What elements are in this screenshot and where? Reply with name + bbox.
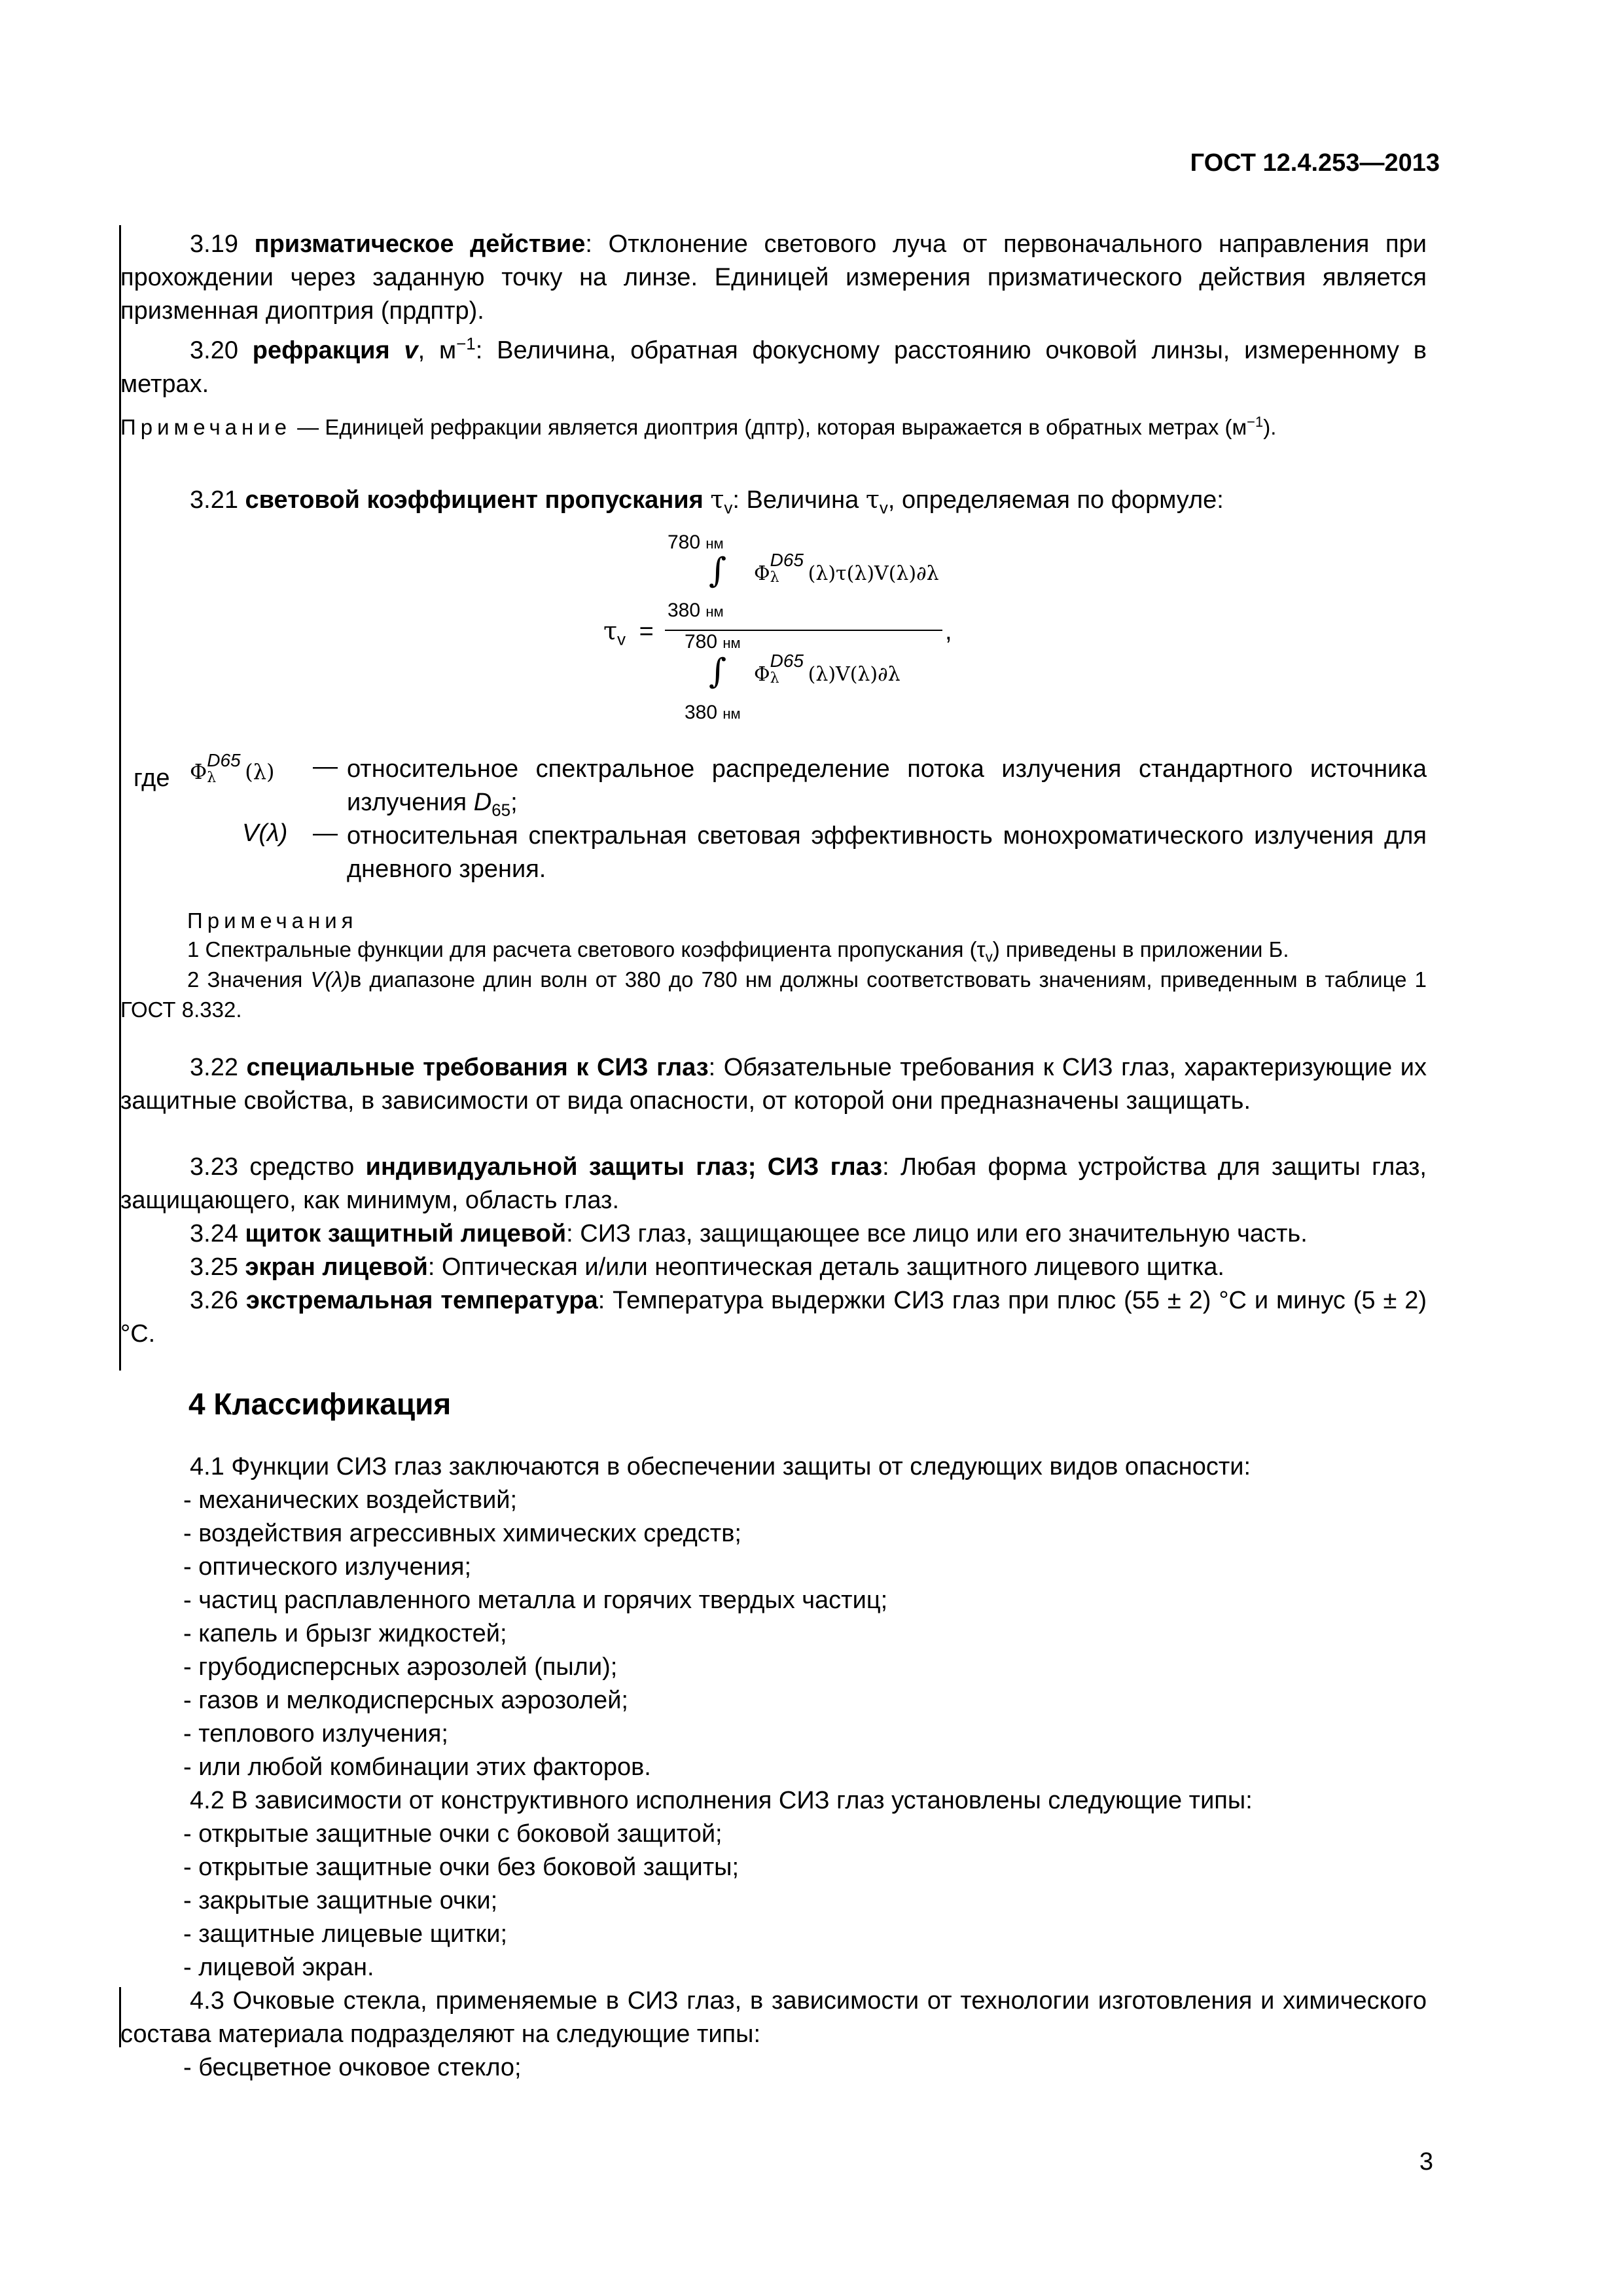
list-item: - капель и брызг жидкостей;: [183, 1620, 507, 1647]
document-header: ГОСТ 12.4.253—2013: [1190, 149, 1440, 177]
unit: , м: [418, 336, 457, 365]
clause-4-2: 4.2 В зависимости от конструктивного исполнения СИЗ глаз установлены следующие типы:: [190, 1787, 1253, 1814]
note-text: — Единицей рефракции является диоптрия (дптр), которая выражается в обратных метрах (м: [291, 415, 1247, 439]
subscript: v: [985, 948, 993, 965]
term: световой коэффициент пропускания: [245, 486, 704, 514]
term: индивидуальной защиты глаз; СИЗ глаз: [365, 1153, 883, 1181]
illuminant-symbol: D: [473, 789, 492, 816]
clause-3-22: [120, 1051, 1427, 1118]
v-lambda-symbol: [242, 819, 287, 848]
clause-3-21: [120, 483, 1427, 525]
clause-3-20: [120, 327, 1427, 401]
formula-comma: ,: [945, 618, 952, 645]
term: рефракция: [252, 336, 390, 365]
list-item: - грубодисперсных аэрозолей (пыли);: [183, 1653, 618, 1681]
term: призматическое действие: [254, 230, 586, 258]
limit-value: 380: [685, 702, 718, 723]
limit-value: 780: [668, 531, 701, 553]
integral-icon: ∫: [709, 551, 727, 590]
term: щиток защитный лицевой: [245, 1220, 567, 1247]
notes-3-21: [187, 906, 1427, 936]
list-item: - частиц расплавленного металла и горячих твердых частиц;: [183, 1587, 888, 1614]
list-item: - защитные лицевые щитки;: [183, 1920, 508, 1948]
exponent: −1: [1247, 414, 1264, 430]
subscript: v: [617, 629, 626, 649]
list-item: - бесцветное очковое стекло;: [183, 2054, 522, 2081]
em-dash: —: [313, 819, 338, 847]
clause-number: 3.24: [190, 1220, 238, 1247]
note-text-tail: ).: [1263, 415, 1277, 439]
page-number: 3: [1419, 2148, 1433, 2176]
list-item: - воздействия агрессивных химических средств;: [183, 1520, 741, 1547]
integral-icon: ∫: [709, 652, 727, 691]
clause-number: 3.22: [190, 1054, 238, 1081]
numerator-integrand: [754, 550, 939, 586]
clause-4-1: 4.1 Функции СИЗ глаз заключаются в обеспечении защиты от следующих видов опасности:: [190, 1453, 1251, 1480]
limit-value: 780: [685, 631, 718, 653]
integrand-rest: (λ)V(λ)∂λ: [808, 663, 901, 686]
definition: : Величина: [732, 486, 866, 514]
section-4-heading: 4 Классификация: [188, 1387, 452, 1421]
definition: : Оптическая и/или неоптическая деталь защитного лицевого щитка.: [427, 1253, 1224, 1281]
definition: : Температура выдержки СИЗ глаз при плюс (55 ± 2) °С и минус (5 ± 2) °С.: [120, 1287, 1427, 1348]
clause-number: 3.21: [190, 486, 238, 514]
clause-3-26: [120, 1284, 1427, 1351]
tau-symbol: τ: [603, 617, 618, 645]
note-3-20: [120, 407, 1427, 442]
list-item: - открытые защитные очки без боковой защиты;: [183, 1854, 740, 1881]
symbol-text: V(λ): [310, 967, 350, 992]
equals-sign: =: [639, 618, 654, 645]
definition: : Обязательные требования к СИЗ глаз, характеризующие их защитные свойства, в зависимости от вида опасности, от которой они предназначены защищать.: [120, 1054, 1427, 1115]
definition-phi: [347, 753, 1427, 827]
list-item: - закрытые защитные очки;: [183, 1887, 498, 1914]
em-dash: —: [313, 753, 338, 780]
tau-symbol: τ: [710, 485, 724, 514]
term: экстремальная температура: [245, 1287, 598, 1314]
subscript: λ: [770, 670, 779, 687]
definition-v-lambda: относительная спектральная световая эффективность монохроматического излучения для дневного зрения.: [347, 822, 1427, 883]
limit-unit: нм: [705, 603, 724, 620]
clause-3-23: [120, 1151, 1427, 1217]
subscript: v: [724, 497, 733, 518]
notes-label: Примечания: [187, 908, 358, 933]
subscript: λ: [207, 770, 217, 786]
definition: : Отклонение светового луча от первоначального направления при прохождении через заданную точку на линзе. Единицей измерения призматического действия является призменная диоптрия (прдптр).: [120, 230, 1427, 325]
symbol-text: V(λ): [242, 819, 288, 847]
exponent: −1: [456, 334, 476, 353]
definition-tail: , определяемая по формуле:: [887, 486, 1224, 514]
term: экран лицевой: [245, 1253, 428, 1281]
note-label: Примечание: [120, 415, 292, 439]
subscript: 65: [491, 800, 511, 820]
superscript: D65: [770, 550, 804, 570]
list-item: - теплового излучения;: [183, 1720, 448, 1748]
definition: : Любая форма устройства для защиты глаз, защищающего, как минимум, область глаз.: [120, 1153, 1427, 1214]
note-text: 2 Значения: [187, 967, 311, 992]
numerator-lower-limit: [668, 600, 724, 622]
limit-value: 380: [668, 600, 701, 621]
clause-4-3: 4.3 Очковые стекла, применяемые в СИЗ глаз, в зависимости от технологии изготовления и химического состава материала подразделяют на следующие типы:: [120, 1987, 1427, 2048]
superscript: D65: [207, 750, 241, 770]
clause-number: 3.19: [190, 230, 238, 258]
list-item: - оптического излучения;: [183, 1553, 472, 1581]
list-item: - открытые защитные очки с боковой защитой;: [183, 1820, 722, 1848]
integrand-rest: (λ)τ(λ)V(λ)∂λ: [808, 562, 939, 585]
list-item: - газов и мелкодисперсных аэрозолей;: [183, 1687, 628, 1714]
superscript: D65: [770, 651, 804, 671]
phi-symbol: Φ: [754, 663, 770, 686]
clause-3-19: [120, 228, 1427, 328]
tau-symbol: τ: [865, 485, 880, 514]
where-label: где: [134, 764, 170, 792]
subscript: v: [879, 497, 888, 518]
definition-text: относительное спектральное распределение потока излучения стандартного источника излучения: [347, 755, 1427, 816]
phi-symbol: Φ: [190, 759, 207, 784]
numerator-upper-limit: [668, 531, 724, 554]
punctuation: ;: [510, 789, 518, 816]
list-item: - или любой комбинации этих факторов.: [183, 1753, 651, 1781]
list-item: - механических воздействий;: [183, 1486, 518, 1514]
definition: : Величина, обратная фокусному расстоянию очковой линзы, измеренному в метрах.: [120, 336, 1427, 398]
phi-symbol: Φ: [754, 562, 770, 585]
clause-number: 3.25: [190, 1253, 238, 1281]
note-text-tail: в диапазоне длин волн от 380 до 780 нм должны соответствовать значениям, приведенным в таблице 1 ГОСТ 8.332.: [120, 967, 1427, 1022]
denominator-integrand: [754, 651, 901, 687]
note-2: [120, 965, 1427, 1025]
clause-number: 3.26: [190, 1287, 238, 1314]
limit-unit: нм: [705, 535, 724, 552]
term-prefix: средство: [249, 1153, 366, 1181]
formula-lhs: [603, 617, 654, 650]
note-text: 1 Спектральные функции для расчета светового коэффициента пропускания (τ: [187, 937, 986, 961]
subscript: λ: [770, 569, 779, 586]
clause-3-24: [120, 1217, 1427, 1251]
limit-unit: нм: [722, 706, 741, 722]
denominator-lower-limit: [685, 702, 741, 724]
denominator-upper-limit: [685, 631, 741, 653]
note-text-tail: ) приведены в приложении Б.: [992, 937, 1289, 961]
definition: : СИЗ глаз, защищающее все лицо или его значительную часть.: [566, 1220, 1308, 1247]
phi-d65-symbol: Φ D65 λ (λ): [190, 750, 275, 786]
clause-number: 3.20: [190, 336, 238, 365]
clause-number: 3.23: [190, 1153, 238, 1181]
variable: v: [404, 336, 418, 365]
list-item: - лицевой экран.: [183, 1954, 374, 1981]
limit-unit: нм: [722, 635, 741, 651]
clause-3-25: [120, 1251, 1427, 1284]
term: специальные требования к СИЗ глаз: [246, 1054, 709, 1081]
